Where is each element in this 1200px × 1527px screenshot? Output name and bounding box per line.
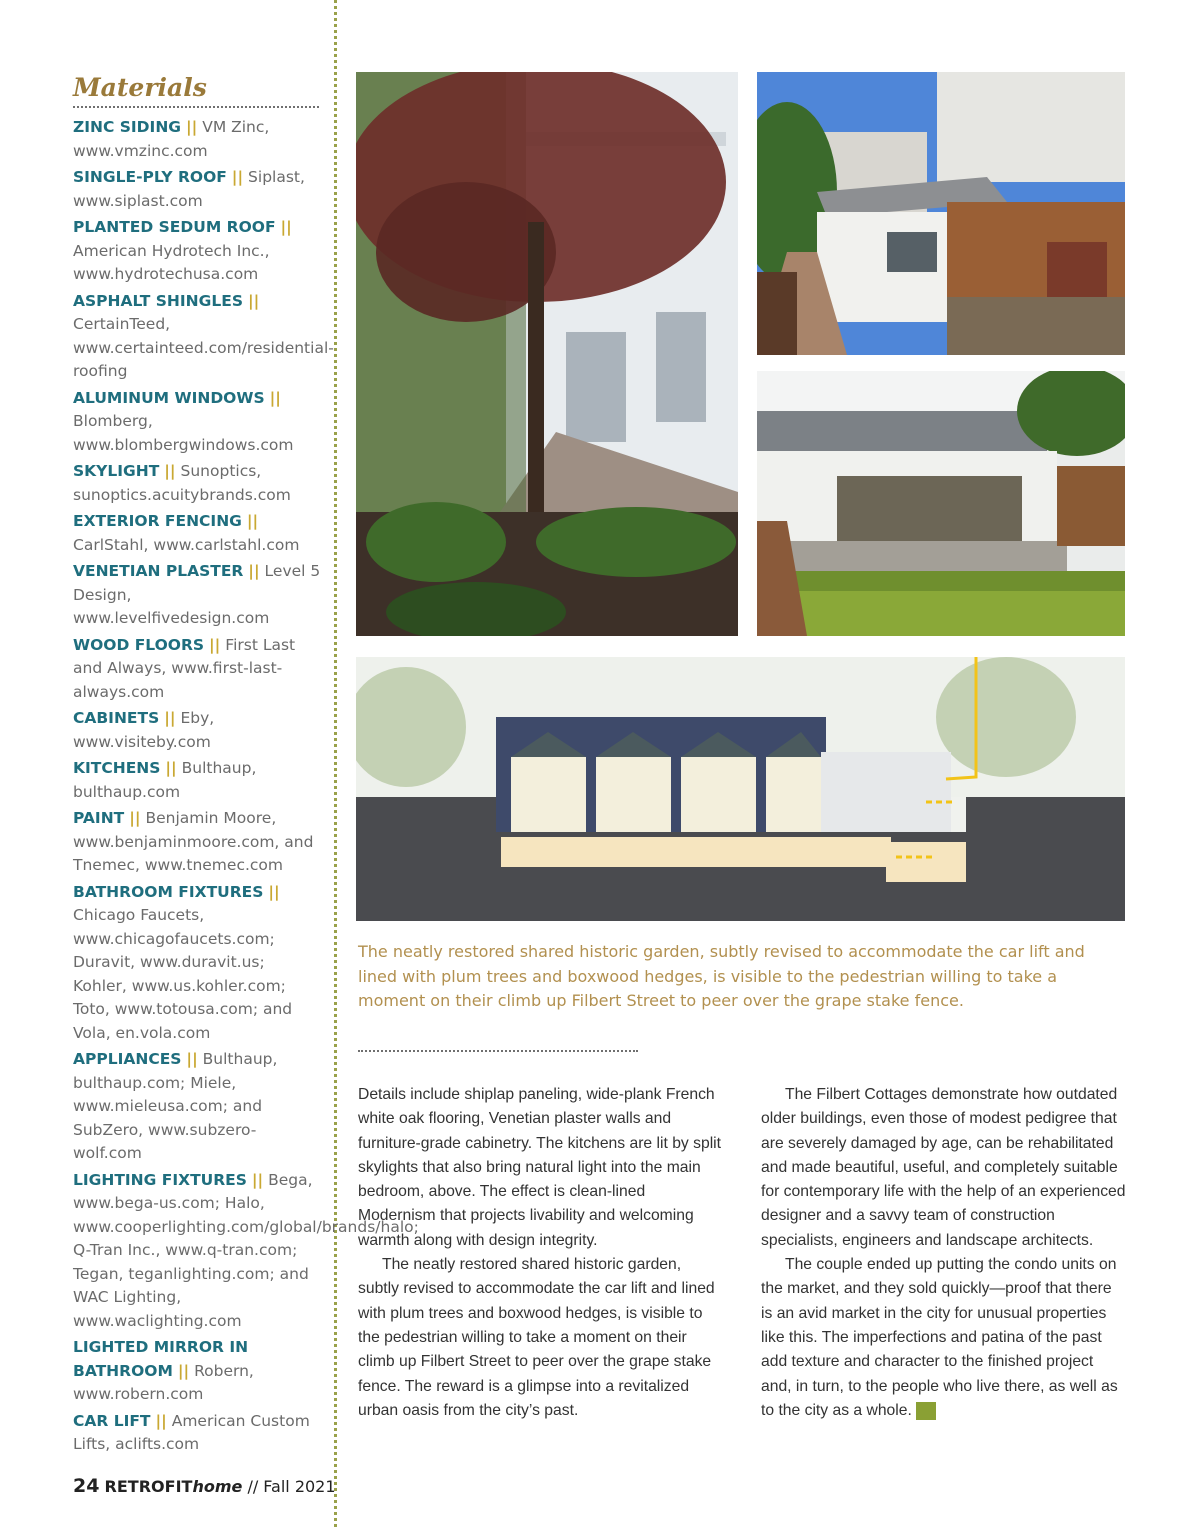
separator: || [209,635,221,654]
material-item [73,290,334,384]
material-item [73,707,321,754]
magazine-name: RETROFIThome [104,1477,243,1496]
separator: || [248,562,260,580]
material-name: WOOD FLOORS [73,635,205,654]
separator: || [155,1411,167,1430]
material-item [73,881,321,1046]
materials-sidebar [73,72,419,1460]
separator: || [231,168,244,186]
material-name: BATHROOM FIXTURES [73,882,264,901]
material-item [73,387,321,458]
material-item [73,1336,321,1407]
page-number: 24 [73,1475,100,1497]
body-paragraph: The couple ended up putting the condo units on the market, and they sold quickly—proof that there is an avid market in the city for unusual properties like this. The imperfections and patina of the past add texture and character to the finished project and, in turn, to the people who live there, as well as to the city as a whole. [761,1256,1118,1419]
material-detail: American Custom Lifts, aclifts.com [73,1411,310,1453]
caption-dotted-rule [358,1050,638,1052]
material-name: PAINT [73,809,125,827]
separator: || [269,388,281,407]
material-name: SINGLE-PLY ROOF [73,168,227,186]
end-mark-icon: ✓ [916,1402,936,1420]
material-item [73,560,321,631]
material-item [73,1048,321,1166]
body-column-2 [761,1083,1127,1423]
material-name: SKYLIGHT [73,462,160,480]
material-name: APPLIANCES [73,1050,182,1068]
separator: || [247,291,260,310]
material-detail: VM Zinc, www.vmzinc.com [73,118,270,160]
sidebar-title-rule [73,106,319,108]
material-name: KITCHENS [73,759,161,777]
material-item [73,116,321,163]
material-detail: Sunoptics, sunoptics.acuitybrands.com [73,462,291,504]
separator: || [251,1170,264,1189]
material-detail: Bulthaup, bulthaup.com; Miele, www.mieleusa.com; and SubZero, www.subzero-wolf.com [73,1050,278,1162]
alley-photo [757,72,1125,355]
body-paragraph: The neatly restored shared historic garden, subtly revised to accommodate the car lift and lined with plum trees and boxwood hedges, is visible to the pedestrian willing to take a moment on their climb up Filbert Street to peer over the grape stake fence. The reward is a glimpse into a revitalized urban oasis from the city’s past. [358,1256,715,1419]
material-item [73,510,321,557]
body-paragraph: Details include shiplap paneling, wide-plank French white oak flooring, Venetian plaster walls and furniture-grade cabinetry. The kitchens are lit by split skylights that also bring natural light into the main bedroom, above. The effect is clean-lined Modernism that projects livability and welcoming warmth along with design integrity. [358,1086,722,1249]
separator: || [185,118,198,136]
photo-caption: The neatly restored shared historic garden, subtly revised to accommodate the car lift and lined with plum trees and boxwood hedges, is visible to the pedestrian willing to take a moment on their climb up Filbert Street to peer over the grape stake fence. [358,942,1085,1010]
material-detail: First Last and Always, www.first-last-always.com [73,635,296,701]
material-detail: CertainTeed, www.certainteed.com/residential-roofing [73,315,334,380]
material-name: ASPHALT SHINGLES [73,291,243,310]
material-name: PLANTED SEDUM ROOF [73,218,276,236]
vertical-dotted-rule [334,0,337,1527]
sidebar-title: Materials [73,73,207,102]
separator: || [164,709,176,727]
page-footer [73,1475,336,1497]
material-detail: Siplast, www.siplast.com [73,168,305,210]
separator: || [164,462,176,480]
material-item [73,634,321,705]
separator: || [129,809,141,827]
material-item [73,807,321,878]
material-detail: Bega, www.bega-us.com; Halo, www.cooperlighting.com/global/brands/halo; Q-Tran Inc., www.q-tran.com; Tegan, teganlighting.com; and WAC Lighting, www.waclighting.com [73,1170,419,1330]
material-detail: American Hydrotech Inc., www.hydrotechusa.com [73,241,270,283]
material-item [73,166,321,213]
material-name: CABINETS [73,709,160,727]
material-detail: Eby, www.visiteby.com [73,709,215,751]
section-diagram [356,657,1125,921]
material-item [73,757,321,804]
body-column-1 [358,1083,724,1423]
issue-label: // Fall 2021 [247,1477,336,1496]
material-item [73,1169,419,1334]
material-detail: Level 5 Design, www.levelfivedesign.com [73,562,321,627]
material-detail: Chicago Faucets, www.chicagofaucets.com; Duravit, www.duravit.us; Kohler, www.us.kohler.com; Toto, www.totousa.com; and Vola, en.vola.com [73,906,293,1042]
separator: || [268,882,280,901]
material-name: VENETIAN PLASTER [73,562,244,580]
separator: || [246,512,259,530]
materials-list [73,116,419,1457]
material-detail: Bulthaup, bulthaup.com [73,759,257,801]
body-paragraph: The Filbert Cottages demonstrate how outdated older buildings, even those of modest pedigree that are severely damaged by age, can be rehabilitated and made beautiful, useful, and completely suitable for contemporary life with the help of an experienced designer and a savvy team of construction specialists, engineers and landscape architects. [761,1086,1126,1249]
material-detail: Robern, www.robern.com [73,1361,254,1403]
material-name: ZINC SIDING [73,118,182,136]
separator: || [177,1361,190,1380]
material-item [73,460,321,507]
separator: || [186,1050,198,1068]
separator: || [280,218,292,236]
cottage-photo [757,371,1125,636]
material-item [73,216,321,287]
material-detail: CarlStahl, www.carlstahl.com [73,535,300,554]
garden-photo [356,72,738,636]
material-name: CAR LIFT [73,1411,151,1430]
material-item [73,1410,321,1457]
material-name: EXTERIOR FENCING [73,512,242,530]
material-detail: Blomberg, www.blombergwindows.com [73,412,294,454]
material-name: ALUMINUM WINDOWS [73,388,265,407]
material-name: LIGHTING FIXTURES [73,1170,247,1189]
separator: || [165,759,177,777]
material-name: LIGHTED MIRROR IN BATHROOM [73,1338,249,1380]
material-detail: Benjamin Moore, www.benjaminmoore.com, and Tnemec, www.tnemec.com [73,809,314,874]
